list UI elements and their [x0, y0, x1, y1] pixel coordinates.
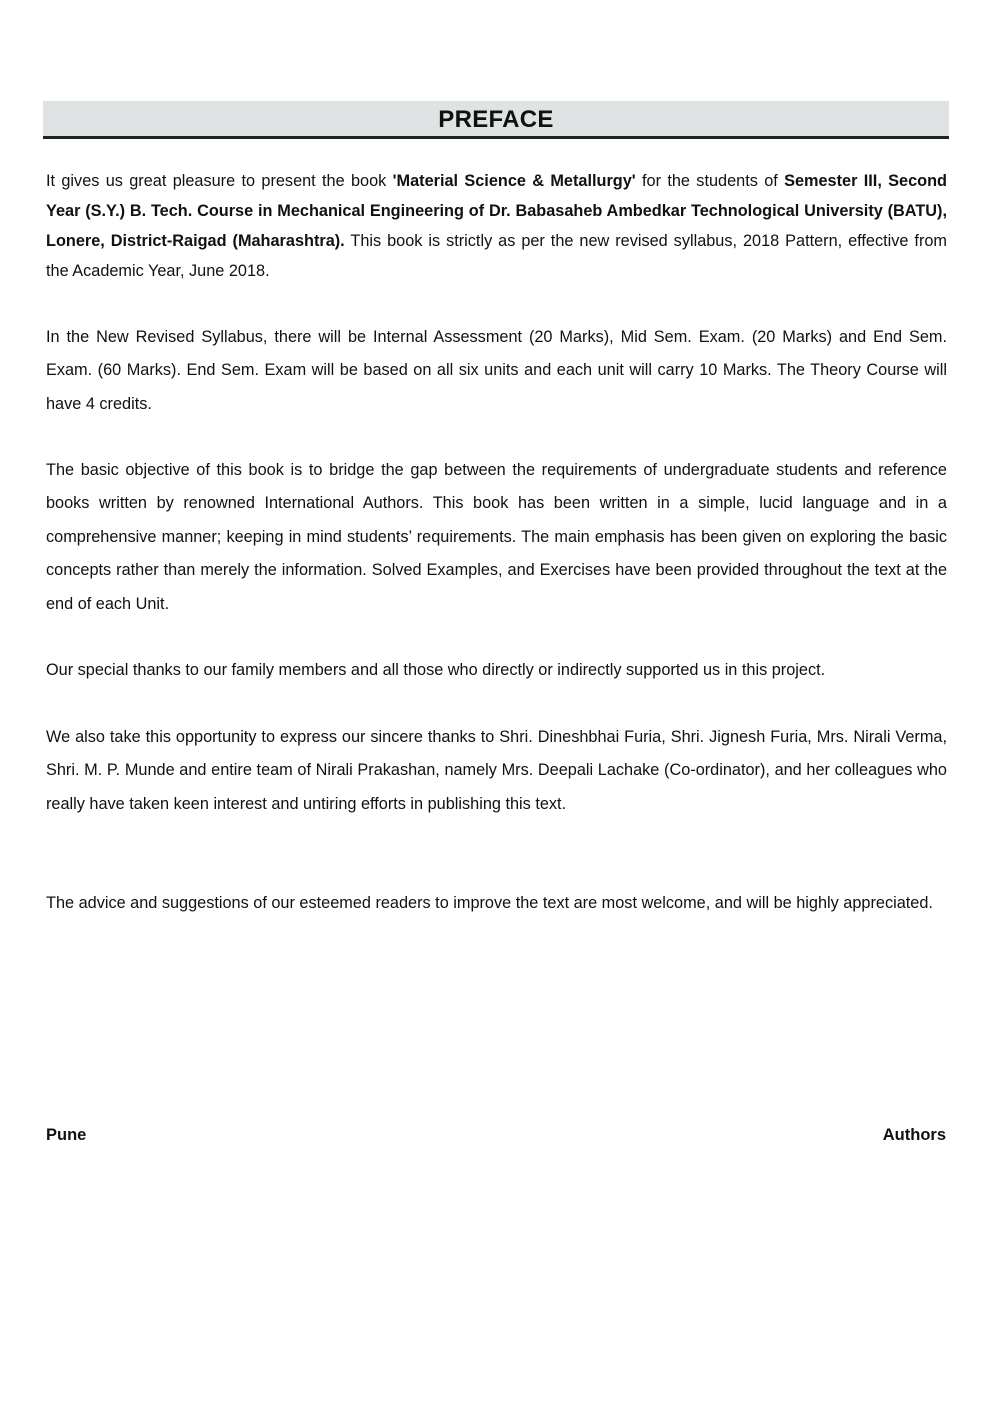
paragraph-advice: The advice and suggestions of our esteemed readers to improve the text are most welcome, and will be highly appreciated.: [46, 894, 933, 912]
intro-text: It gives us great pleasure to present the book: [46, 172, 393, 190]
place: Pune: [46, 1126, 87, 1144]
page-title: PREFACE: [438, 106, 554, 133]
paragraph-objective: The basic objective of this book is to bridge the gap between the requirements of undergraduate students and reference books written by renowned International Authors. This book has been written in a simple, lucid language and in a comprehensive manner; keeping in mind students’ requirements. The main emphasis has been given on exploring the basic concepts rather than merely the information. Solved Examples, and Exercises have been provided throughout the text at the end of each Unit.: [46, 461, 947, 613]
paragraph-syllabus: In the New Revised Syllabus, there will be Internal Assessment (20 Marks), Mid Sem. Exam. (20 Marks) and End Sem. Exam. (60 Marks). End Sem. Exam will be based on all six units and each unit will carry 10 Marks. The Theory Course will have 4 credits.: [46, 328, 947, 413]
paragraph-thanks-family: Our special thanks to our family members and all those who directly or indirectly supported us in this project.: [46, 661, 826, 679]
preface-heading-bar: [43, 101, 949, 139]
course-name: Semester III, Second Year (S.Y.) B. Tech. Course in Mechanical Engineering of Dr. Babasaheb Ambedkar Technological University (BATU), Lonere, District-Raigad (Maharashtra).: [46, 172, 947, 250]
intro-text-2: for the students of: [635, 172, 785, 190]
paragraph-intro: [46, 166, 947, 286]
intro-text-3: This book is strictly as per the new revised syllabus, 2018 Pattern, effective from the Academic Year, June 2018.: [46, 232, 947, 280]
signature: Authors: [882, 1126, 946, 1144]
paragraph-thanks-publisher: We also take this opportunity to express our sincere thanks to Shri. Dineshbhai Furia, Shri. Jignesh Furia, Mrs. Nirali Verma, Shri. M. P. Munde and entire team of Nirali Prakashan, namely Mrs. Deepali Lachake (Co-ordinator), and her colleagues who really have taken keen interest and untiring efforts in publishing this text.: [46, 728, 947, 813]
book-title: 'Material Science & Metallurgy': [392, 172, 636, 190]
